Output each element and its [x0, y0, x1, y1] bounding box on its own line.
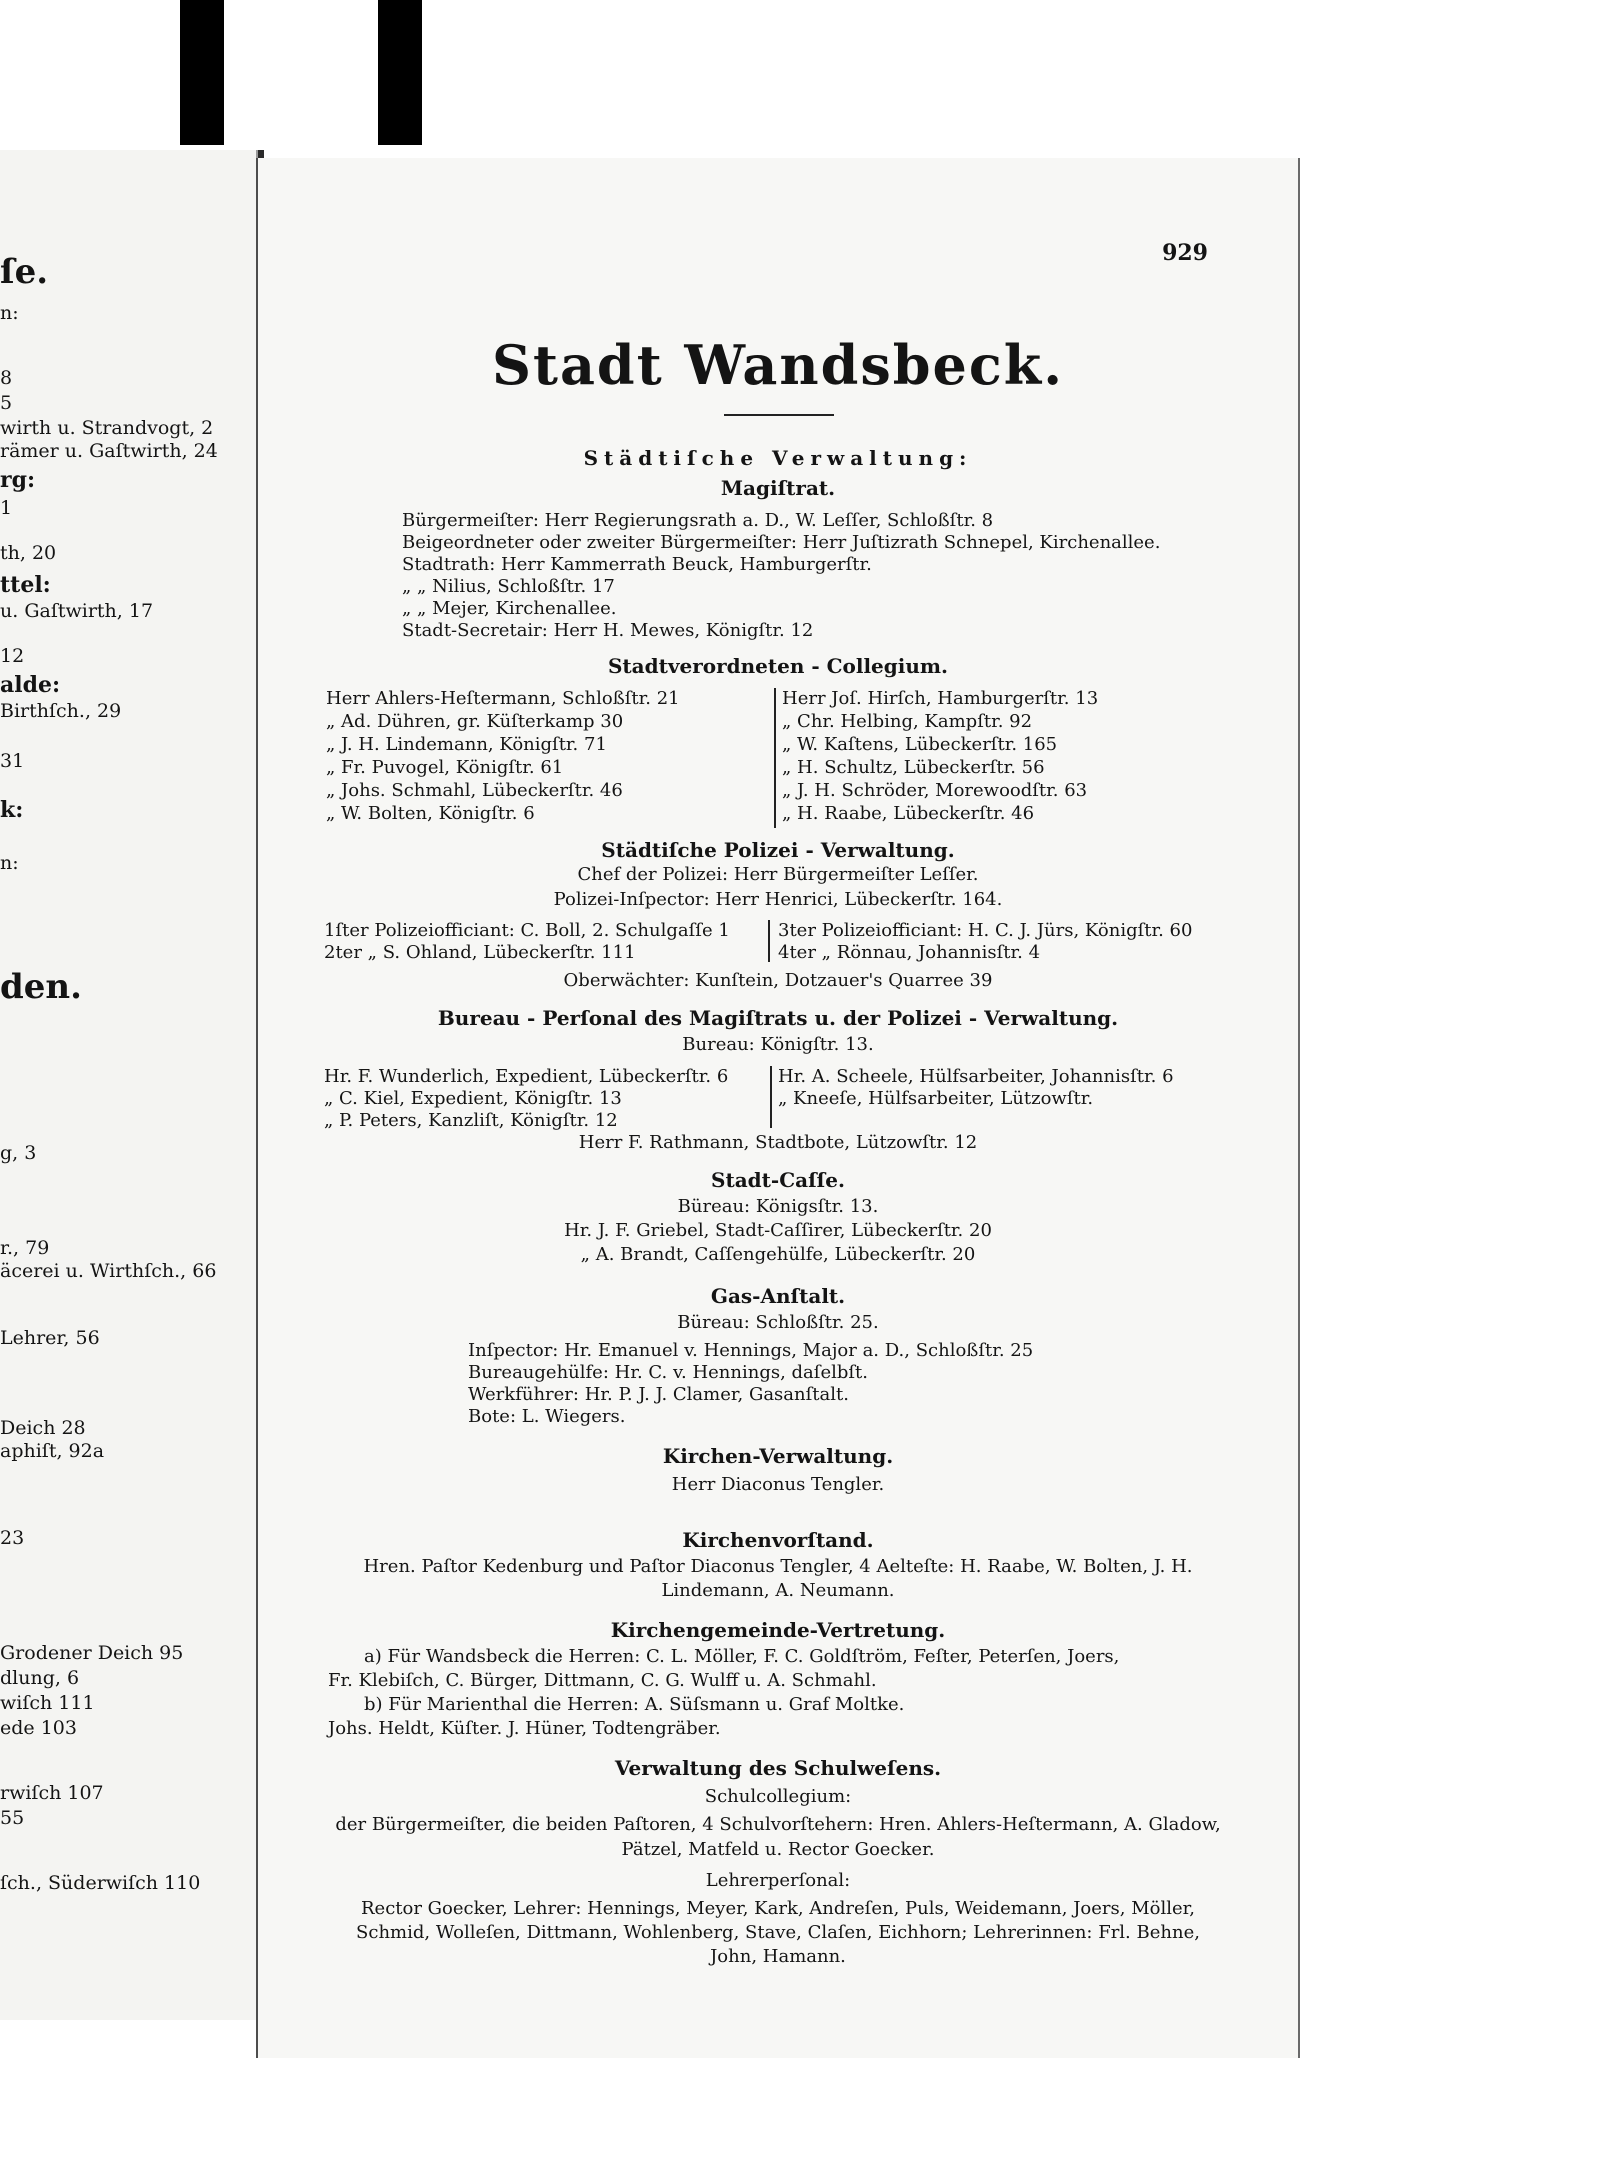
left-page-line: wirth u. Strandvogt, 2 [0, 417, 214, 439]
kirchen-verwaltung-line: Herr Diaconus Tengler. [671, 1474, 885, 1495]
lehrer-line: Rector Goecker, Lehrer: Hennings, Meyer, Kark, Andreſen, Puls, Weidemann, Joers, Möller, [361, 1898, 1195, 1919]
left-page-line: äcerei u. Wirthſch., 66 [0, 1260, 217, 1282]
left-page-line: 1 [0, 497, 13, 519]
bureau-address: Bureau: Königſtr. 13. [682, 1034, 874, 1055]
left-page-line: 55 [0, 1807, 25, 1829]
polizei-left-line: 1ſter Polizeiofficiant: C. Boll, 2. Schulgaſſe 1 [324, 920, 730, 941]
heading-bureau-personal: Bureau - Perſonal des Magiſtrats u. der Polizei - Verwaltung. [437, 1006, 1119, 1030]
magistrat-line: „ „ Mejer, Kirchenallee. [402, 598, 617, 619]
lehrerpersonal-label: Lehrerperſonal: [705, 1870, 851, 1891]
heading-gas-anstalt: Gas-Anſtalt. [710, 1284, 846, 1308]
title-rule [724, 414, 834, 416]
schul-line: Pätzel, Matfeld u. Rector Goecker. [621, 1839, 935, 1860]
column-divider [768, 920, 770, 962]
stadtv-left-line: Herr Ahlers-Heſtermann, Schloßſtr. 21 [326, 688, 680, 709]
casse-line: Büreau: Königsſtr. 13. [677, 1196, 879, 1217]
scan-edge-bar-right [378, 0, 422, 145]
magistrat-line: Stadt-Secretair: Herr H. Mewes, Königſtr. 12 [402, 620, 814, 641]
stadtv-right-line: „ Chr. Helbing, Kampſtr. 92 [782, 711, 1033, 732]
main-page [256, 158, 1300, 2058]
scan-edge-bar-left [180, 0, 224, 145]
gas-address: Büreau: Schloßſtr. 25. [677, 1312, 879, 1333]
polizei-oberwaechter: Oberwächter: Kunſtein, Dotzauer's Quarree 39 [563, 970, 993, 991]
magistrat-line: Beigeordneter oder zweiter Bürgermeiſter: Herr Juſtizrath Schnepel, Kirchenallee. [402, 532, 1161, 553]
heading-schulwesen: Verwaltung des Schulweſens. [614, 1756, 942, 1780]
bureau-right-line: „ Kneeſe, Hülfsarbeiter, Lützowſtr. [778, 1088, 1094, 1109]
kirchengemeinde-line: Johs. Heldt, Küſter. J. Hüner, Todtengräber. [328, 1718, 721, 1739]
stadtv-left-line: „ Johs. Schmahl, Lübeckerſtr. 46 [326, 780, 623, 801]
heading-staedtische-verwaltung: Städtiſche Verwaltung: [583, 446, 973, 470]
polizei-right-line: 4ter „ Rönnau, Johannisſtr. 4 [778, 942, 1041, 963]
kirchengemeinde-line: Fr. Klebiſch, C. Bürger, Dittmann, C. G. Wulff u. A. Schmahl. [328, 1670, 877, 1691]
bureau-left-line: „ C. Kiel, Expedient, Königſtr. 13 [324, 1088, 622, 1109]
gas-line: Bote: L. Wiegers. [468, 1406, 626, 1427]
left-page-line: 8 [0, 367, 13, 389]
left-page-line: Grodener Deich 95 [0, 1642, 184, 1664]
bureau-left-line: Hr. F. Wunderlich, Expedient, Lübeckerſtr. 6 [324, 1066, 729, 1087]
left-page-line: 5 [0, 392, 13, 414]
left-page-line: rg: [0, 467, 36, 493]
polizei-right-line: 3ter Polizeiofficiant: H. C. J. Jürs, Königſtr. 60 [778, 920, 1193, 941]
heading-kirchengemeinde: Kirchengemeinde-Vertretung. [610, 1618, 946, 1642]
stadtv-right-line: „ H. Schultz, Lübeckerſtr. 56 [782, 757, 1045, 778]
left-page-line: Deich 28 [0, 1417, 86, 1439]
stadtv-right-line: „ W. Kaſtens, Lübeckerſtr. 165 [782, 734, 1058, 755]
stadtv-right-line: Herr Joſ. Hirſch, Hamburgerſtr. 13 [782, 688, 1099, 709]
left-page-line: aphiſt, 92a [0, 1440, 105, 1462]
casse-line: „ A. Brandt, Caſſengehülfe, Lübeckerſtr. 20 [580, 1244, 976, 1265]
heading-kirchenvorstand: Kirchenvorſtand. [682, 1528, 874, 1552]
lehrer-line: Schmid, Wolleſen, Dittmann, Wohlenberg, Stave, Claſen, Eichhorn; Lehrerinnen: Frl. Behne, [356, 1922, 1200, 1943]
left-page-line: wiſch 111 [0, 1692, 95, 1714]
kirchenvorstand-line: Lindemann, A. Neumann. [661, 1580, 895, 1601]
bureau-right-line: Hr. A. Scheele, Hülfsarbeiter, Johannisſtr. 6 [778, 1066, 1174, 1087]
kirchenvorstand-line: Hren. Paſtor Kedenburg und Paſtor Diaconus Tengler, 4 Aelteſte: H. Raabe, W. Bolten, J. H. [363, 1556, 1193, 1577]
casse-line: Hr. J. F. Griebel, Stadt-Caſſirer, Lübeckerſtr. 20 [564, 1220, 992, 1241]
heading-magistrat: Magiſtrat. [720, 476, 836, 500]
left-page-line: g, 3 [0, 1142, 37, 1164]
column-divider [770, 1066, 772, 1128]
left-page-line: den. [0, 967, 82, 1007]
heading-stadtverordneten: Stadtverordneten - Collegium. [607, 654, 949, 678]
left-page-line: alde: [0, 672, 61, 698]
left-page-line: rämer u. Gaſtwirth, 24 [0, 440, 218, 462]
left-page-line: ſe. [0, 252, 49, 292]
stadtv-left-line: „ W. Bolten, Königſtr. 6 [326, 803, 535, 824]
left-page-line: 12 [0, 645, 25, 667]
kirchengemeinde-line: a) Für Wandsbeck die Herren: C. L. Möller, F. C. Goldſtröm, Feſter, Peterſen, Joers, [364, 1646, 1120, 1667]
stadtv-left-line: „ Ad. Dühren, gr. Küſterkamp 30 [326, 711, 624, 732]
polizei-center-line: Chef der Polizei: Herr Bürgermeiſter Leſſer. [577, 864, 979, 885]
lehrer-line: John, Hamann. [710, 1946, 846, 1967]
left-page-line: rwiſch 107 [0, 1782, 104, 1804]
left-page-line: n: [0, 302, 19, 324]
bureau-left-line: „ P. Peters, Kanzliſt, Königſtr. 12 [324, 1110, 618, 1131]
magistrat-line: Bürgermeiſter: Herr Regierungsrath a. D., W. Leſſer, Schloßſtr. 8 [402, 510, 994, 531]
left-page-line: u. Gaſtwirth, 17 [0, 600, 154, 622]
left-page-line: 31 [0, 750, 25, 772]
heading-stadt-casse: Stadt-Caſſe. [711, 1168, 845, 1192]
stadtbote-line: Herr F. Rathmann, Stadtbote, Lützowſtr. 12 [578, 1132, 978, 1153]
page-title: Stadt Wandsbeck. [492, 333, 1064, 397]
polizei-left-line: 2ter „ S. Ohland, Lübeckerſtr. 111 [324, 942, 636, 963]
left-page-line: ttel: [0, 572, 51, 598]
stadtv-right-line: „ H. Raabe, Lübeckerſtr. 46 [782, 803, 1035, 824]
stadtv-left-line: „ J. H. Lindemann, Königſtr. 71 [326, 734, 607, 755]
left-page-line: Lehrer, 56 [0, 1327, 100, 1349]
polizei-center-line: Polizei-Inſpector: Herr Henrici, Lübeckerſtr. 164. [553, 889, 1003, 910]
schulcollegium-label: Schulcollegium: [704, 1786, 852, 1807]
page-number: 929 [1162, 240, 1208, 266]
gas-line: Inſpector: Hr. Emanuel v. Hennings, Major a. D., Schloßſtr. 25 [468, 1340, 1034, 1361]
gas-line: Bureaugehülfe: Hr. C. v. Hennings, daſelbſt. [468, 1362, 868, 1383]
gas-line: Werkführer: Hr. P. J. J. Clamer, Gasanſtalt. [468, 1384, 849, 1405]
heading-polizei: Städtiſche Polizei - Verwaltung. [601, 838, 955, 862]
left-page-line: ede 103 [0, 1717, 77, 1739]
left-page-line: th, 20 [0, 542, 57, 564]
left-page-line: n: [0, 852, 19, 874]
left-page-line: r., 79 [0, 1237, 50, 1259]
left-page-line: k: [0, 797, 24, 823]
left-page-line: 23 [0, 1527, 25, 1549]
magistrat-line: Stadtrath: Herr Kammerrath Beuck, Hamburgerſtr. [402, 554, 872, 575]
stadtv-right-line: „ J. H. Schröder, Morewoodſtr. 63 [782, 780, 1088, 801]
heading-kirchen-verwaltung: Kirchen-Verwaltung. [662, 1444, 894, 1468]
schul-line: der Bürgermeiſter, die beiden Paſtoren, 4 Schulvorſtehern: Hren. Ahlers-Heſtermann, A. Gladow, [335, 1814, 1221, 1835]
left-page-line: dlung, 6 [0, 1667, 80, 1689]
kirchengemeinde-line: b) Für Marienthal die Herren: A. Süſsmann u. Graf Moltke. [364, 1694, 905, 1715]
magistrat-line: „ „ Nilius, Schloßſtr. 17 [402, 576, 615, 597]
left-page-line: Birthſch., 29 [0, 700, 122, 722]
left-page-line: ſch., Süderwiſch 110 [0, 1872, 201, 1894]
column-divider [774, 688, 776, 828]
left-page-fragment [0, 150, 258, 2020]
stadtv-left-line: „ Fr. Puvogel, Königſtr. 61 [326, 757, 564, 778]
